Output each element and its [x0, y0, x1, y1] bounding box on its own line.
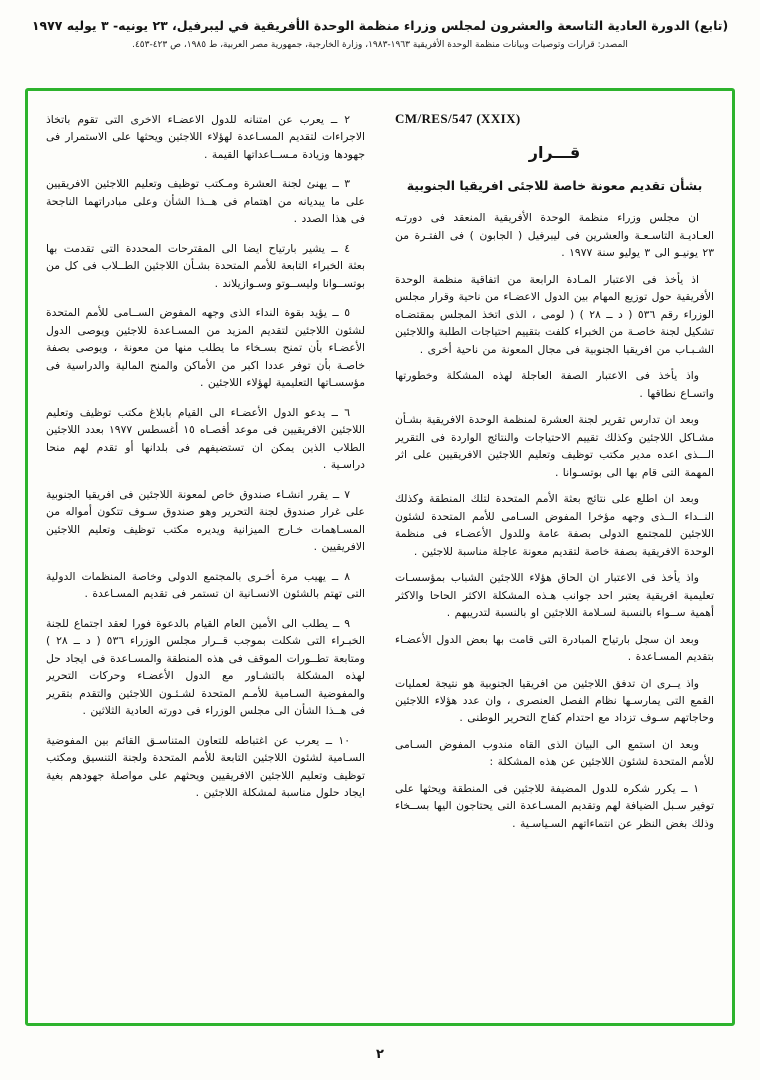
preamble-paragraph: وبعد ان سجل بارتياح المبادرة التى قامت بها بعض الدول الأعضـاء بتقديم المسـاعدة . — [395, 632, 714, 664]
preamble-paragraph: وبعد ان تدارس تقرير لجنة العشرة لمنظمة الوحدة الافريقية بشـأن مشـاكل اللاجئين وكذلك تقييم الاحتياجات والنتائج الواردة فى التقرير الـــذى اعده مدير مكتب توظيف وتعليم اللاجئين الافريقيين على اثر المهمة التى قام بها الى بوتسـوانا . — [395, 413, 714, 479]
preamble-paragraph: واذ يــرى ان تدفق اللاجئين من افريقيا الجنوبية هو نتيجة لعمليات القمع التى يمارسـها نظام الفصل العنصرى ، وان عدد هؤلاء اللاجئين وحاجاتهم سـوف تزداد مع احتدام كفاح التحرير الوطنى . — [395, 676, 714, 725]
preamble-paragraph: واذ يأخذ فى الاعتبار الصفة العاجلة لهذه المشكلة وخطورتها واتسـاع نطاقها . — [395, 369, 714, 400]
numbered-clause-3: ٣ ــ يهنئ لجنة العشرة ومـكتب توظيف وتعليم اللاجئين الافريقيين على ما يبديانه من اهتمام فى هــذا الشأن وعلى مبادراتهما الناجحة فى هذا الصدد . — [46, 177, 365, 226]
resolution-reference-number: CM/RES/547 (XXIX) — [395, 111, 521, 126]
right-column — [395, 111, 714, 1009]
numbered-clause-2: ٢ ــ يعرب عن امتنانه للدول الاعضـاء الاخرى التى تقوم باتخاذ الاجراءات لتقديم المسـاعدة لهؤلاء اللاجئين ويحثها على الاستمرار فى جهودها وزيادة مـســاعداتها القيمة . — [46, 113, 365, 161]
numbered-clause-1: ١ ــ يكرر شكره للدول المضيفة للاجئين فى المنطقة ويحثها على توفير سـبل الضيافة لهم وتقديم المسـاعدة التى يحتاجون اليها بســخاء وذلك بغض النظر عن انتماءاتهم السـياسـية . — [395, 781, 714, 830]
preamble-paragraph: وبعد ان استمع الى البيان الذى القاه مندوب المفوض السـامى للأمم المتحدة لشئون اللاجئين عن هذه المشكلة : — [395, 737, 714, 769]
source-citation-line: المصدر: قرارات وتوصيات وبيانات منظمة الوحدة الأفريقية ١٩٦٣-١٩٨٣، وزارة الخارجية، جمهورية مصر العربية، ط ١٩٨٥، ص ٤٢٣-٤٥٣. — [132, 40, 628, 50]
preamble-paragraph: اذ يأخذ فى الاعتبار المـادة الرابعة من اتفاقية منظمة الوحدة الأفريقية حول توزيع المهام بين الدول الاعضـاء من ناحية وقرار مجلس الوزراء رقم ٥٣٦ ( د ــ ٢٨ ) ( لومى ، الذى اتخذ المجلس بمقتضـاه تشكيل لجنة خاصـة من الخبراء كلفت بتقييم احتياجات الطلبة واللاجئين الشـبـاب من افريقيا الجنوبية فى مجال المعونة من ناحية أخرى . — [395, 272, 714, 356]
numbered-clause-8: ٨ ــ يهيب مرة أخـرى بالمجتمع الدولى وخاصة المنظمات الدولية التى تهتم بالشئون الانسـانية ان تستمر فى تقديم المسـاعدة . — [46, 569, 365, 601]
preamble-paragraph: وبعد ان اطلع على نتائج بعثة الأمم المتحدة لتلك المنطقة وكذلك النــداء الــذى وجهه مؤخرا المفوض السـامى للأمم المتحدة لشئون اللاجئين للمجتمع الدولى بصفة عامة وللدول الأعضـاء فى منظمة الوحدة الافريقية بصفة خاصة لتقديم معونة عاجلة مناسبة للاجئين . — [395, 492, 714, 558]
resolution-title: قـــرار — [528, 143, 581, 162]
numbered-clause-9: ٩ ــ يطلب الى الأمين العام القيام بالدعوة فورا لعقد اجتماع للجنة الخبـراء التى شكلت بموجب قــرار مجلس الوزراء ٥٣٦ ( د ــ ٢٨ ) ومتابعة تطــورات الموقف فى هذه المنطقة والمسـاعدة فى ايجاد حل لهذه المشكلة بالتشـاور مع الدول الأعضـاء وحركات التحرير والمفوضية السـامية للأمـم المتحدة لشـئـون اللاجئين والتقدم بتقرير فى هــذا الشأن الى مجلس الوزراء فى دورته العادية الثلاثين . — [46, 616, 365, 718]
two-column-layout — [46, 111, 714, 1009]
left-column — [46, 111, 365, 1009]
numbered-clause-6: ٦ ــ يدعو الدول الأعضـاء الى القيام بابلاغ مكتب توظيف وتعليم اللاجئين الافريقيين فى موعد أقصـاه ١٥ أغسطس ١٩٧٧ بعدد اللاجئين الطلاب الذين يمكن ان تستضيفهم فى بلدانها أو تقدم لهم منحا دراسـية . — [46, 405, 365, 472]
numbered-clause-5: ٥ ــ يؤيد بقوة النداء الذى وجهه المفوض الســامى للأمم المتحدة لشئون اللاجئين لتقديم المزيد من المسـاعدة للاجئين ويوصى الدول الأعضـاء بأن تمنح بسـخاء ما يطلب منها من معونة ، ويوصى بصفة خاصـة بأن توفر عددا اكبر من الأماكن والمنح المالية والدراسية فى مؤسسـاتها التعليمية لهؤلاء اللاجئين . — [46, 306, 365, 390]
document-header — [0, 0, 760, 50]
resolution-subject: بشأن تقديم معونة خاصة للاجئى افريقيا الجنوبية — [406, 178, 703, 193]
numbered-clause-4: ٤ ــ يشير بارتياح ايضا الى المقترحات المحددة التى تقدمت بها بعثة الخبراء التابعة للأمم المتحدة بشـأن اللاجئين الطــلاب فى كل من بوتســوانا وليســوتو وسـوازيلاند . — [46, 241, 365, 290]
green-border-content-box — [25, 88, 735, 1026]
numbered-clause-7: ٧ ــ يقرر انشـاء صندوق خاص لمعونة اللاجئين فى افريقيا الجنوبية على غرار صندوق لجنة التحرير وهو صندوق سـوف تتكون أمواله من المسـاهمات خـارج الميزانية ويديره مكتب توظيف وتعليم اللاجئين الافريقيين . — [46, 487, 365, 554]
preamble-paragraph: ان مجلس وزراء منظمة الوحدة الأفريقية المنعقد فى دورتـه العـاديـة التاسـعـة والعشرين فى ليبرفيل ( الجابون ) فى الفتـرة من ٢٣ يونيـو الى ٣ يوليو سنة ١٩٧٧ . — [395, 211, 714, 260]
numbered-clause-10: ١٠ ــ يعرب عن اغتباطه للتعاون المتناسـق القائم بين المفوضية السـامية لشئون اللاجئين التابعة للأمم المتحدة ولجنة التنسيق ومكتب توظيف وتعليم اللاجئين الافريقيين ويحثهم على مواصلة جهودهم بغية ايجاد حلول مناسبة لمشكلة اللاجئين . — [46, 733, 365, 799]
session-title-line: (تابع) الدورة العادية التاسعة والعشرون لمجلس وزراء منظمة الوحدة الأفريقية في ليبرفيل، ٢٣ يونيه- ٣ يوليه ١٩٧٧ — [31, 18, 729, 33]
page-number: ٢ — [376, 1047, 384, 1062]
preamble-paragraph: واذ يأخذ فى الاعتبار ان الحاق هؤلاء اللاجئين الشباب بمؤسسـات تعليمية افريقية يعتبر احد جوانب هـذه المشكلة الاكثر الحاحا والاكثر أهمية ســواء بالنسبة لسـلامة اللاجئين او بالنسبة لتدريبهم . — [395, 571, 714, 620]
